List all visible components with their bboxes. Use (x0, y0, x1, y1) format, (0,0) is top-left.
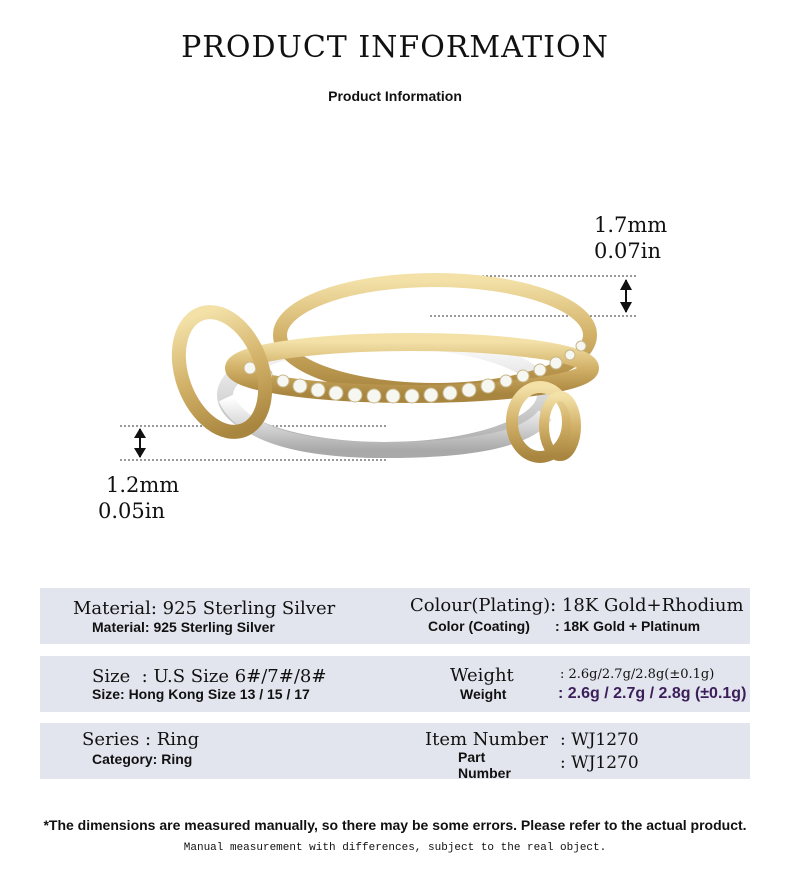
part-number-label-line1: Part (458, 749, 486, 765)
material-label: Material: 925 Sterling Silver (73, 598, 336, 619)
disclaimer-sub: Manual measurement with differences, subject to the real object. (183, 842, 607, 854)
top-dimension-in: 0.07in (594, 239, 661, 263)
top-arrow-icon (620, 279, 632, 313)
page-subtitle: Product Information (328, 88, 462, 104)
spec-row-material (40, 588, 750, 644)
series-sub: Category: Ring (92, 751, 193, 767)
weight-label: Weight (450, 665, 514, 686)
colour-sub-label: Color (Coating) (428, 618, 530, 634)
bottom-dimension-in: 0.05in (98, 499, 165, 523)
item-number-label: Item Number (425, 729, 548, 750)
disclaimer: *The dimensions are measured manually, so there may be some errors. Please refer to the actual product. (43, 817, 747, 833)
bottom-arrow-icon (134, 428, 146, 458)
top-dimension-mm: 1.7mm (594, 213, 668, 237)
weight-sub-label: Weight (460, 686, 507, 702)
size-sub: Size: Hong Kong Size 13 / 15 / 17 (92, 686, 310, 702)
item-number-value: : WJ1270 (560, 730, 639, 750)
colour-sub-value: : 18K Gold + Platinum (555, 618, 701, 634)
page-title: PRODUCT INFORMATION (181, 30, 609, 65)
top-dimension (594, 212, 667, 264)
ring-illustration (0, 200, 790, 540)
size-label: Size : U.S Size 6#/7#/8# (92, 666, 327, 687)
weight-sub-value: : 2.6g / 2.7g / 2.8g (±0.1g) (558, 685, 747, 702)
weight-value: : 2.6g/2.7g/2.8g(±0.1g) (560, 667, 715, 682)
series-label: Series : Ring (82, 729, 200, 750)
part-number-label-line2: Number (458, 765, 511, 781)
spec-row-size (40, 656, 750, 712)
part-number-value: : WJ1270 (560, 753, 639, 773)
part-number-label (458, 749, 511, 781)
bottom-dimension-mm: 1.2mm (106, 473, 180, 497)
material-sub: Material: 925 Sterling Silver (92, 619, 275, 635)
bottom-dimension (98, 472, 179, 524)
colour-label: Colour(Plating): 18K Gold+Rhodium (410, 595, 744, 616)
spec-row-series (40, 723, 750, 779)
